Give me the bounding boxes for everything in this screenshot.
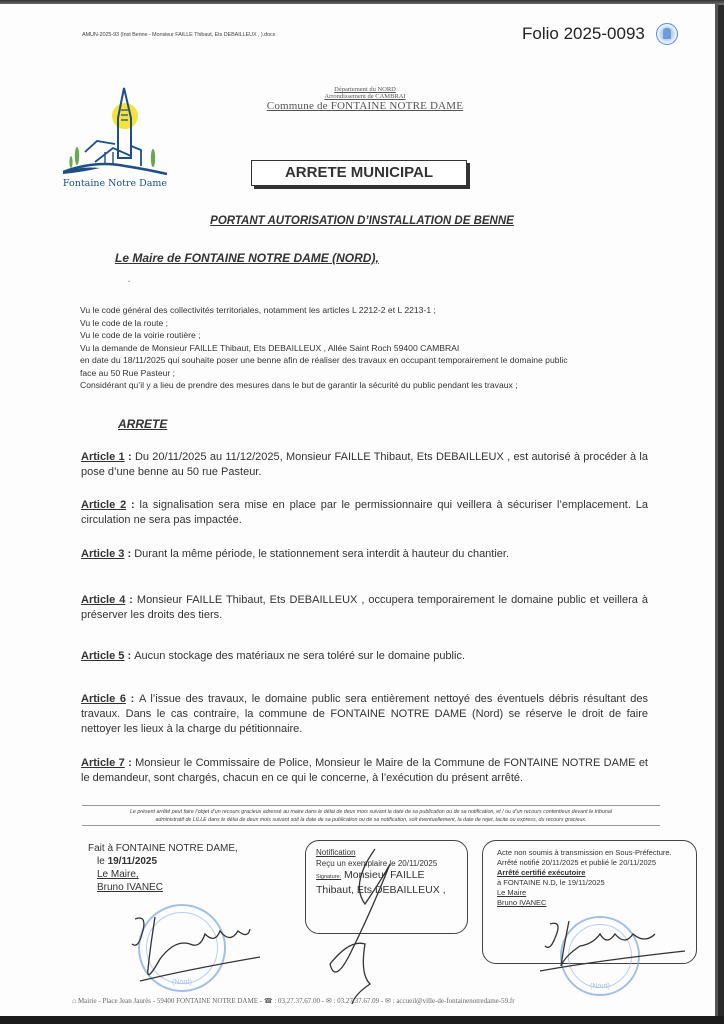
- recipient-line-1: Monsieur FAILLE: [344, 869, 425, 881]
- article-label: Article 2: [81, 499, 127, 511]
- article-text: Du 20/11/2025 au 11/12/2025, Monsieur FAILLE Thibaut, Ets DEBAILLEUX , est autorisé à procéder à la pose d’une benne au 50 rue Pasteur.: [81, 451, 648, 478]
- document-reference: AMUN-2025-93 (Inst Benne - Monsieur FAILLE Thibaut, Ets DEBAILLEUX , ).docx: [82, 32, 276, 38]
- visa-line: Vu le code général des collectivités territoriales, notamment les articles L 2212-2 et L 2213-1 ;: [80, 305, 436, 315]
- article-text: la signalisation sera mise en place par le permissionnaire qui veillera à sécuriser l’emplacement. La circulation ne sera pas impactée.: [81, 499, 648, 526]
- mayor-signature-icon: [120, 909, 270, 989]
- article-text: Durant la même période, le stationnement sera interdit à hauteur du chantier.: [134, 548, 510, 560]
- cert-place-date: à FONTAINE N.D, le 19/11/2025: [497, 878, 605, 887]
- visa-line: face au 50 Rue Pasteur ;: [80, 367, 176, 378]
- article-label: Article 6: [81, 693, 127, 705]
- scan-bottom-edge: [0, 1016, 724, 1024]
- signature-label: Signature:: [316, 874, 342, 880]
- mayor-heading: Le Maire de FONTAINE NOTRE DAME (NORD),: [115, 251, 379, 265]
- visa-line: Considérant qu’il y a lieu de prendre des mesures dans le but de garantir la sécurité du public pendant les travaux ;: [80, 380, 518, 390]
- cert-executoire: Arrêté certifié exécutoire: [497, 868, 586, 877]
- arrondissement: Arrondissement de CAMBRAI: [324, 93, 406, 100]
- recipient-signature-icon: [310, 844, 420, 1004]
- footer-fax: 03.27.37.67.09: [337, 997, 380, 1005]
- visa-line: Vu le code de la voirie routière ;: [80, 330, 201, 340]
- town-logo: [55, 86, 175, 191]
- signature-place: Fait à FONTAINE NOTRE DAME,: [88, 843, 238, 854]
- certification-signature-icon: [535, 916, 695, 976]
- mairie-stamp-icon: (Nord): [138, 904, 226, 992]
- article-6: Article 6 : A l’issue des travaux, le domaine public sera entièrement nettoyé des éventuels débris résultant des travaux. Dans le cas contraire, la commune de FONTAINE NOTRE DAME (Nord) se réserve le droit de faire nettoyer les lieux à la charge du pétitionnaire.: [81, 693, 648, 735]
- church-logo-icon: [55, 86, 175, 176]
- article-label: Article 3: [81, 548, 125, 560]
- logo-caption: Fontaine Notre Dame: [62, 178, 168, 189]
- footer-contact: ⌂ Mairie - Place Jean Jaurès - 59400 FONTAINE NOTRE DAME - ☎ : 03.27.37.67.00 - ✉ : 03.27.37.67.09 - ✉ : accueil@ville-de-fontainenotredame-59.fr: [72, 997, 515, 1005]
- article-text: A l’issue des travaux, le domaine public sera entièrement nettoyé des éventuels débris résultant des travaux. Dans le cas contraire, la commune de FONTAINE NOTRE DAME (Nord) se réserve le droit de faire nettoyer les lieux à la charge du pétitionnaire.: [81, 693, 648, 735]
- signature-date-line: le 19/11/2025: [97, 856, 158, 867]
- article-label: Article 1: [81, 451, 125, 463]
- document-title: ARRETE MUNICIPAL: [251, 160, 467, 186]
- fax-icon: ✉ :: [325, 997, 338, 1005]
- document-subtitle: PORTANT AUTORISATION D’INSTALLATION DE BENNE: [210, 215, 514, 227]
- recipient-line-2: Thibaut, Ets DEBAILLEUX ,: [316, 884, 446, 896]
- mayor-signature-block: [88, 842, 238, 894]
- article-label: Article 5: [81, 650, 125, 662]
- article-label: Article 7: [81, 757, 125, 769]
- article-2: Article 2 : la signalisation sera mise en place par le permissionnaire qui veillera à sécuriser l’emplacement. La circulation ne sera pas impactée.: [81, 499, 648, 526]
- signature-date: 19/11/2025: [107, 856, 158, 867]
- department: Département du NORD: [334, 86, 396, 93]
- article-text: Aucun stockage des matériaux ne sera toléré sur le domaine public.: [134, 650, 465, 662]
- article-label: Article 4: [81, 594, 126, 606]
- cert-name: Bruno IVANEC: [497, 898, 547, 907]
- footer-email: accueil@ville-de-fontainenotredame-59.fr: [396, 997, 515, 1005]
- phone-icon: ☎ :: [263, 997, 279, 1005]
- appeal-line-1: Le présent arrêté peut faire l’objet d’un recours gracieux adressé au maire dans le délai de deux mois suivant la date de sa publication ou de sa notification, et / ou d’un recours contentieux devant le tribunal: [129, 809, 613, 815]
- mayor-role: Le Maire,: [97, 869, 139, 880]
- notification-received: Reçu un exemplaire le 20/11/2025: [316, 859, 438, 868]
- mayor-name: Bruno IVANEC: [97, 882, 163, 893]
- cert-line-1: Acte non soumis à transmission en Sous-Préfecture.: [497, 848, 672, 857]
- appeal-notice: [82, 805, 660, 826]
- article-text: Monsieur FAILLE Thibaut, Ets DEBAILLEUX , occupera temporairement le domaine public et veillera à préserver les droits des tiers.: [81, 594, 648, 621]
- visa-line: en date du 18/11/2025 qui souhaite poser une benne afin de réaliser des travaux en occupant temporairement le domaine public: [80, 355, 568, 365]
- visa-line: Vu le code de la route ;: [80, 317, 169, 328]
- article-7: Article 7 : Monsieur le Commissaire de Police, Monsieur le Maire de la Commune de FONTAINE NOTRE DAME et le demandeur, sont chargés, chacun en ce qui le concerne, à l’exécution du présent arrêté.: [81, 757, 648, 784]
- folio-number: Folio 2025-0093: [522, 24, 645, 43]
- email-icon: ✉ :: [385, 997, 397, 1005]
- visa-line: Vu la demande de Monsieur FAILLE Thibaut, Ets DEBAILLEUX , Allée Saint Roch 59400 CAMBRAI: [80, 342, 460, 353]
- article-1: Article 1 : Du 20/11/2025 au 11/12/2025, Monsieur FAILLE Thibaut, Ets DEBAILLEUX , est autorisé à procéder à la pose d’une benne au 50 rue Pasteur.: [81, 451, 648, 478]
- mairie-stamp-icon: (Nord): [560, 916, 640, 996]
- commune: Commune de FONTAINE NOTRE DAME: [266, 100, 464, 112]
- address-icon: ⌂: [72, 997, 78, 1005]
- cert-role: Le Maire: [497, 888, 527, 897]
- cert-line-2: Arrêté notifié 20/11/2025 et publié le 20/11/2025: [497, 858, 657, 867]
- footer-address: Mairie - Place Jean Jaurès - 59400 FONTAINE NOTRE DAME: [77, 997, 258, 1005]
- article-3: Article 3 : Durant la même période, le stationnement sera interdit à hauteur du chantier.: [81, 548, 510, 560]
- administration-header: [245, 86, 485, 113]
- municipal-seal-icon: [656, 23, 678, 45]
- arrete-heading: ARRETE: [118, 417, 168, 431]
- article-5: Article 5 : Aucun stockage des matériaux ne sera toléré sur le domaine public.: [81, 650, 465, 662]
- article-4: Article 4 : Monsieur FAILLE Thibaut, Ets DEBAILLEUX , occupera temporairement le domaine public et veillera à préserver les droits des tiers.: [81, 594, 648, 621]
- appeal-line-2: administratif de LILLE dans le délai de deux mois suivant soit la date de sa publication ou de sa notification, soit éventuellement, la date de rejet, tacite ou express, du recours gracieux.: [155, 817, 587, 823]
- document-page: [0, 4, 718, 1016]
- tick-mark: ´: [128, 280, 131, 289]
- article-text: Monsieur le Commissaire de Police, Monsieur le Maire de la Commune de FONTAINE NOTRE DAME et le demandeur, sont chargés, chacun en ce qui le concerne, à l’exécution du présent arrêté.: [81, 757, 648, 784]
- footer-phone: 03.27.37.67.00: [278, 997, 321, 1005]
- visas-list: [80, 304, 670, 392]
- notification-heading: Notification: [316, 848, 356, 857]
